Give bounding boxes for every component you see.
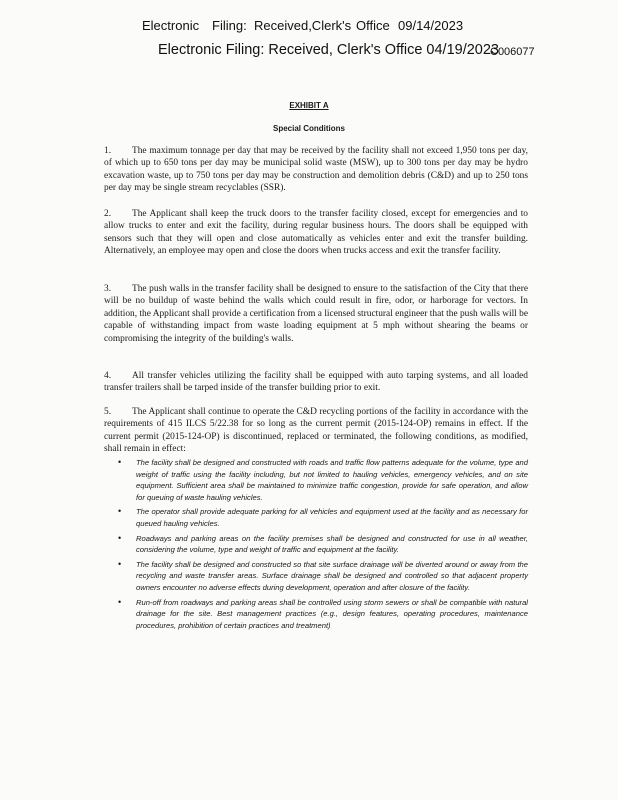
list-item-text: The facility shall be designed and constructed so that site surface drainage will be diverted around or away from the recycling and waste transfer areas. Surface drainage shall be designed and controlled so that adjacent property owners encounter no adverse effects during development, operation and after closure of the facility. — [136, 559, 528, 592]
list-item-text: The facility shall be designed and constructed with roads and traffic flow patterns adequate for the volume, type and weight of traffic using the facility including, but not limited to hauling vehicles, emergency vehicles, and on site equipment. Sufficient area shall be maintained to minimize traffic congestion, provide for safe operation, and allow for queuing of waste hauling vehicles. — [136, 458, 528, 502]
paragraph-number: 3. — [104, 284, 112, 294]
list-item — [118, 457, 528, 503]
list-item — [118, 597, 528, 632]
paragraph-number: 5. — [104, 407, 112, 417]
condition-paragraph-3 — [104, 283, 528, 345]
exhibit-title: EXHIBIT A — [289, 101, 329, 110]
conditions-bullet-list — [118, 457, 528, 634]
list-item — [118, 559, 528, 594]
document-id: C006077 — [490, 46, 535, 58]
stamp-word: Received,Clerk's — [254, 18, 352, 33]
list-item — [118, 533, 528, 556]
filing-stamp-line-2: Electronic Filing: Received, Clerk's Office 04/19/2023 — [158, 42, 499, 58]
bullet-icon: • — [118, 457, 122, 467]
paragraph-number: 1. — [104, 146, 112, 156]
paragraph-text: The Applicant shall keep the truck doors to the transfer facility closed, except for emergencies and to allow trucks to enter and exit the facility, during regular business hours. The doors shall be equipped with sensors such that they will open and close automatically as vehicles enter and exit the transfer building. Alternatively, an employee may open and close the doors when trucks access and exit the transfer facility. — [104, 209, 528, 257]
section-subtitle: Special Conditions — [272, 124, 345, 133]
stamp-word: Office — [356, 18, 390, 33]
paragraph-text: The maximum tonnage per day that may be received by the facility shall not exceed 1,950 tons per day, of which up to 650 tons per day may be municipal solid waste (MSW), up to 300 tons per day may be hydro excavation waste, up to 750 tons per day may be construction and demolition debris (C&D) and up to 250 tons per day may be single stream recyclables (SSR). — [104, 146, 528, 194]
list-item-text: Roadways and parking areas on the facility premises shall be designed and constructed for use in all weather, considering the volume, type and weight of traffic and equipment at the facility. — [136, 533, 528, 555]
condition-paragraph-5 — [104, 406, 528, 456]
bullet-icon: • — [118, 558, 122, 569]
stamp-word: 09/14/2023 — [398, 18, 464, 33]
list-item-text: The operator shall provide adequate parking for all vehicles and equipment used at the facility and as necessary for queued hauling vehicles. — [136, 507, 528, 528]
stamp-word: Filing: — [212, 18, 247, 33]
list-item-text: Run-off from roadways and parking areas shall be controlled using storm sewers or shall be compatible with natural drainage for the site. Best management practices (e.g., design features, operating procedures, maintenance procedures, prohibition of certain practices and treatment) — [136, 597, 528, 630]
paragraph-number: 4. — [104, 371, 112, 381]
bullet-icon: • — [118, 596, 122, 607]
paragraph-text: All transfer vehicles utilizing the facility shall be equipped with auto tarping systems, and all loaded transfer trailers shall be tarped inside of the transfer building prior to exit. — [104, 371, 528, 394]
paragraph-text: The push walls in the transfer facility shall be designed to ensure to the satisfaction of the City that there will be no buildup of waste behind the walls which could result in fire, odor, or harborage for vectors. In addition, the Applicant shall provide a certification from a licensed structural engineer that the push walls will be capable of withstanding impact from waste loading equipment at 5 mph without shearing the beams or compromising the integrity of the building's walls. — [104, 284, 528, 344]
paragraph-text: The Applicant shall continue to operate the C&D recycling portions of the facility in accordance with the requirements of 415 ILCS 5/22.38 for so long as the current permit (2015-124-OP) remains in effect. If the current permit (2015-124-OP) is discontinued, replaced or terminated, the following conditions, as modified, shall remain in effect: — [104, 407, 528, 455]
condition-paragraph-1 — [104, 145, 528, 195]
condition-paragraph-4 — [104, 370, 528, 395]
list-item — [118, 506, 528, 529]
bullet-icon: • — [118, 532, 122, 543]
condition-paragraph-2 — [104, 208, 528, 258]
stamp-word: Electronic — [142, 18, 200, 33]
paragraph-number: 2. — [104, 209, 112, 219]
bullet-icon: • — [118, 506, 122, 517]
